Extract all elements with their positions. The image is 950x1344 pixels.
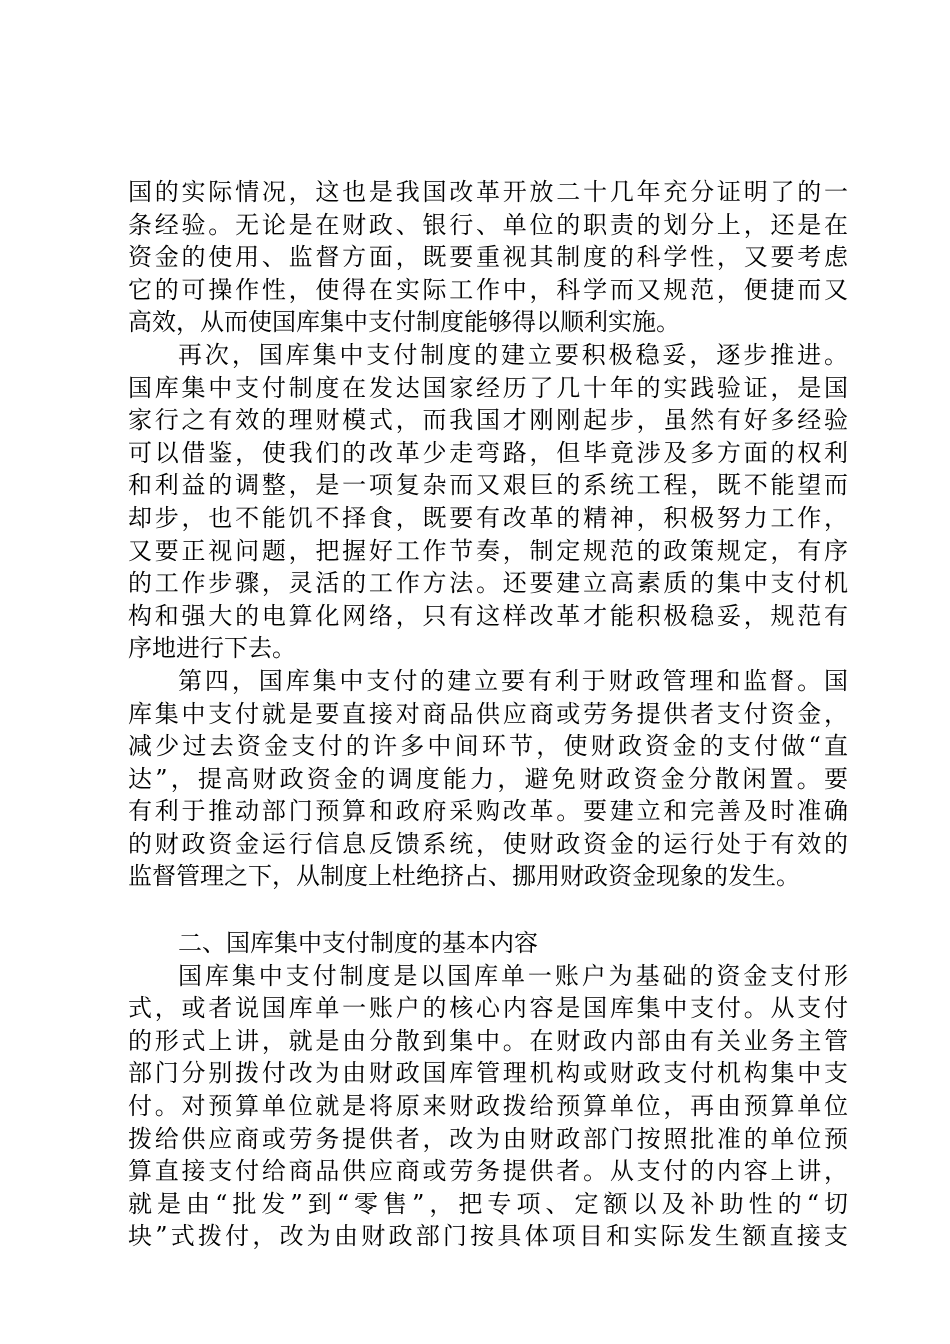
text-line: 就是由“批发”到“零售”，把专项、定额以及补助性的“切 <box>128 1189 848 1218</box>
text-line: 第四，国库集中支付的建立要有利于财政管理和监督。国 <box>178 666 848 695</box>
document-body <box>128 176 848 1253</box>
text-line: 又要正视问题，把握好工作节奏，制定规范的政策规定，有序 <box>128 536 848 565</box>
text-line: 序地进行下去。 <box>128 634 296 663</box>
paragraph-1 <box>128 176 848 339</box>
paragraph-2 <box>128 339 848 665</box>
section-gap <box>128 893 848 927</box>
text-line: 算直接支付给商品供应商或劳务提供者。从支付的内容上讲， <box>128 1157 848 1186</box>
text-line: 国库集中支付制度是以国库单一账户为基础的资金支付形 <box>178 961 848 990</box>
text-line: 监督管理之下，从制度上杜绝挤占、挪用财政资金现象的发生。 <box>128 862 800 891</box>
section-heading: 二、国库集中支付制度的基本内容 <box>178 929 538 958</box>
paragraph-3 <box>128 665 848 893</box>
text-line: 有利于推动部门预算和政府采购改革。要建立和完善及时准确 <box>128 797 848 826</box>
text-line: 再次，国库集中支付制度的建立要积极稳妥，逐步推进。 <box>178 340 848 369</box>
text-line: 条经验。无论是在财政、银行、单位的职责的划分上，还是在 <box>128 210 848 239</box>
text-line: 国库集中支付制度在发达国家经历了几十年的实践验证，是国 <box>128 373 848 402</box>
text-line: 块”式拨付，改为由财政部门按具体项目和实际发生额直接支 <box>128 1222 848 1251</box>
text-line: 高效，从而使国库集中支付制度能够得以顺利实施。 <box>128 308 680 337</box>
text-line: 和利益的调整，是一项复杂而又艰巨的系统工程，既不能望而 <box>128 471 848 500</box>
text-line: 的工作步骤，灵活的工作方法。还要建立高素质的集中支付机 <box>128 569 848 598</box>
text-line: 部门分别拨付改为由财政国库管理机构或财政支付机构集中支 <box>128 1059 848 1088</box>
text-line: 的形式上讲，就是由分散到集中。在财政内部由有关业务主管 <box>128 1026 848 1055</box>
text-line: 付。对预算单位就是将原来财政拨给预算单位，再由预算单位 <box>128 1092 848 1121</box>
text-line: 它的可操作性，使得在实际工作中，科学而又规范，便捷而又 <box>128 275 848 304</box>
text-line: 可以借鉴，使我们的改革少走弯路，但毕竟涉及多方面的权利 <box>128 438 848 467</box>
text-line: 减少过去资金支付的许多中间环节，使财政资金的支付做“直 <box>128 732 848 761</box>
text-line: 达”，提高财政资金的调度能力，避免财政资金分散闲置。要 <box>128 764 848 793</box>
text-line: 拨给供应商或劳务提供者，改为由财政部门按照批准的单位预 <box>128 1124 848 1153</box>
text-line: 资金的使用、监督方面，既要重视其制度的科学性，又要考虑 <box>128 243 848 272</box>
text-line: 却步，也不能饥不择食，既要有改革的精神，积极努力工作， <box>128 503 848 532</box>
text-line: 构和强大的电算化网络，只有这样改革才能积极稳妥，规范有 <box>128 601 848 630</box>
text-line: 家行之有效的理财模式，而我国才刚刚起步，虽然有好多经验 <box>128 406 848 435</box>
paragraph-4 <box>128 960 848 1253</box>
text-line: 的财政资金运行信息反馈系统，使财政资金的运行处于有效的 <box>128 829 848 858</box>
text-line: 式，或者说国库单一账户的核心内容是国库集中支付。从支付 <box>128 994 848 1023</box>
text-line: 国的实际情况，这也是我国改革开放二十几年充分证明了的一 <box>128 178 848 206</box>
text-line: 库集中支付就是要直接对商品供应商或劳务提供者支付资金， <box>128 699 848 728</box>
